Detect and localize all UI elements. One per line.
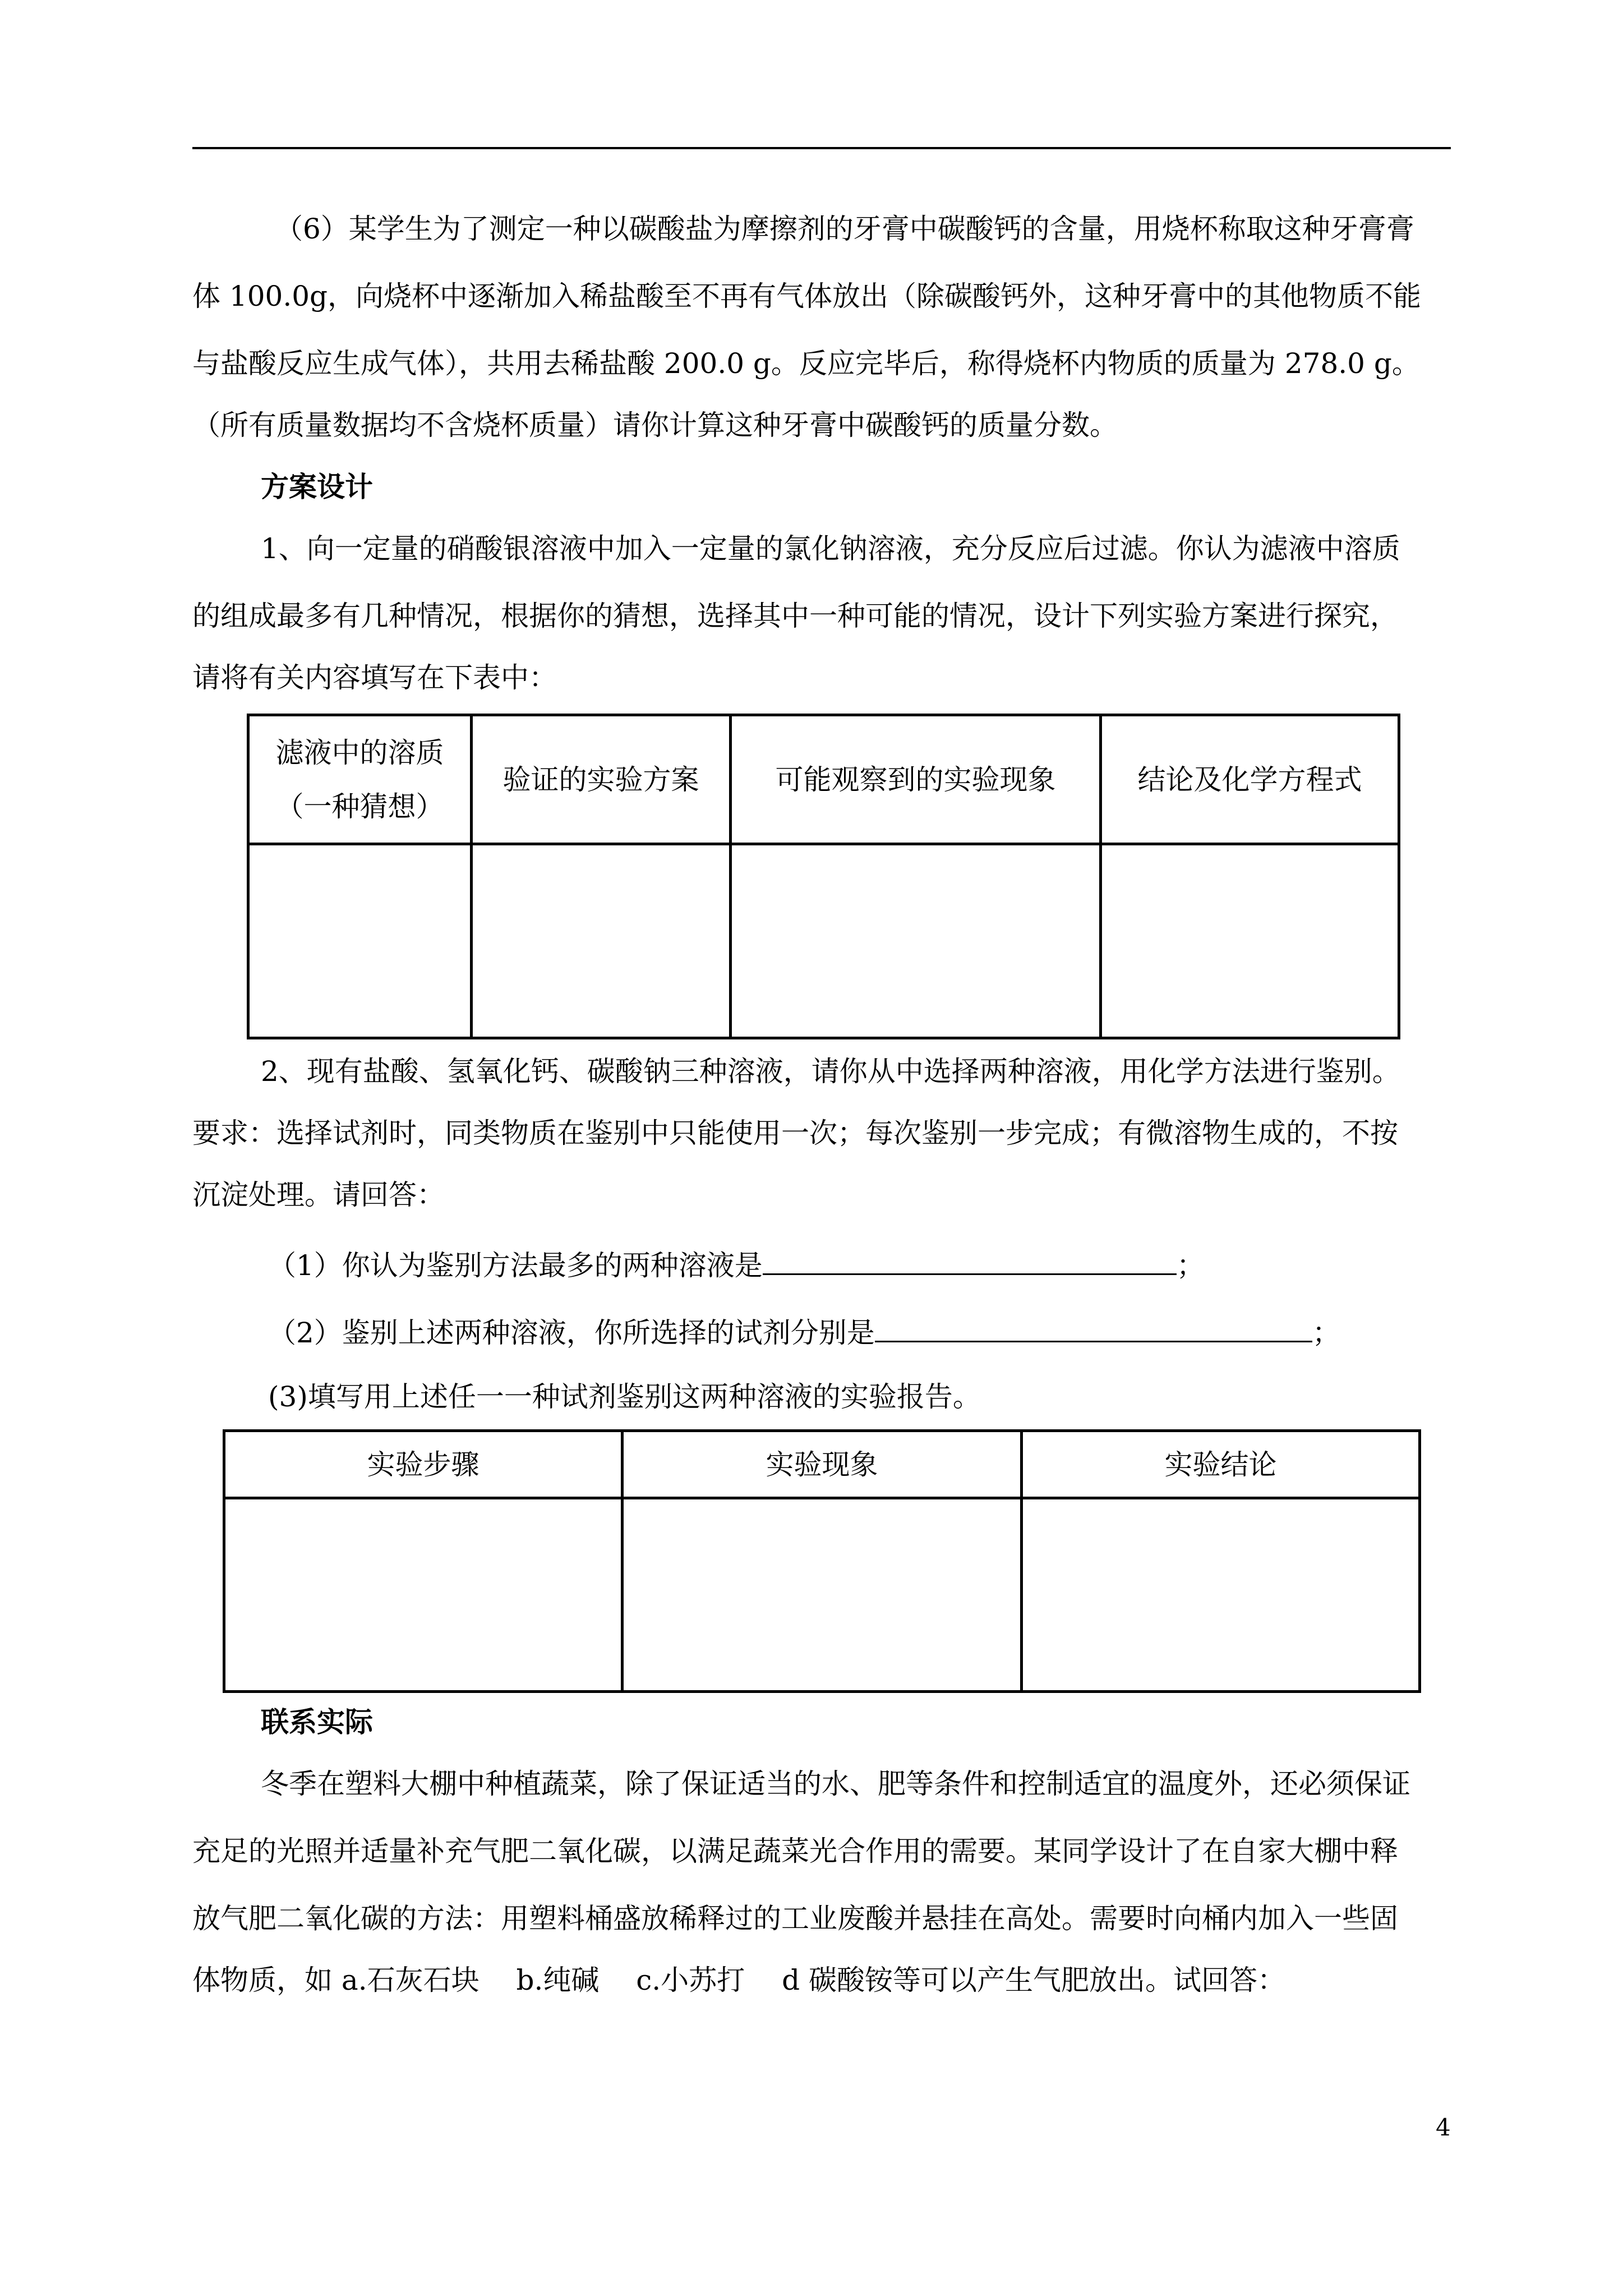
header-cell-steps: 实验步骤	[224, 1431, 623, 1498]
header-cell-conclusion: 结论及化学方程式	[1101, 715, 1399, 844]
header-solute-line-2: （一种猜想）	[275, 790, 444, 823]
design-q1-line-1: 1、向一定量的硝酸银溶液中加入一定量的氯化钠溶液，充分反应后过滤。你认为滤液中溶质	[261, 532, 1400, 565]
sub2-prompt: （2）鉴别上述两种溶液，你所选择的试剂分别是	[268, 1317, 875, 1349]
header-solute-line-1: 滤液中的溶质	[275, 736, 444, 769]
section-heading-practice: 联系实际	[261, 1705, 373, 1738]
header-cell-conclusions: 实验结论	[1022, 1431, 1420, 1498]
problem6-line-1: （6）某学生为了测定一种以碳酸盐为摩擦剂的牙膏中碳酸钙的含量，用烧杯称取这种牙膏膏	[275, 213, 1414, 245]
practice-line-3: 放气肥二氧化碳的方法：用塑料桶盛放稀释过的工业废酸并悬挂在高处。需要时向桶内加入一些固	[192, 1902, 1398, 1935]
problem6-line-4: （所有质量数据均不含烧杯质量）请你计算这种牙膏中碳酸钙的质量分数。	[192, 409, 1118, 441]
header-cell-phenomena: 实验现象	[623, 1431, 1022, 1498]
answer-cell-phenomenon[interactable]	[731, 844, 1101, 1038]
answer-cell-plan[interactable]	[472, 844, 731, 1038]
answer-cell-solute[interactable]	[248, 844, 472, 1038]
page-number: 4	[1436, 2114, 1451, 2141]
answer-cell-conclusion[interactable]	[1101, 844, 1399, 1038]
design-q2-line-2: 要求：选择试剂时，同类物质在鉴别中只能使用一次；每次鉴别一步完成；有微溶物生成的，不按	[192, 1117, 1398, 1149]
sub1-prompt: （1）你认为鉴别方法最多的两种溶液是	[268, 1249, 763, 1282]
table-header-row	[248, 715, 1399, 844]
design-q1-line-2: 的组成最多有几种情况，根据你的猜想，选择其中一种可能的情况，设计下列实验方案进行探究，	[192, 600, 1398, 632]
header-cell-plan: 验证的实验方案	[472, 715, 731, 844]
answer-blank-2[interactable]	[875, 1313, 1312, 1342]
section-heading-design: 方案设计	[261, 470, 373, 503]
design-q2-sub-2	[268, 1313, 1340, 1350]
design-q1-line-3: 请将有关内容填写在下表中：	[192, 661, 557, 694]
design-q2-sub-1	[268, 1245, 1205, 1282]
problem6-line-2: 体 100.0g，向烧杯中逐渐加入稀盐酸至不再有气体放出（除碳酸钙外，这种牙膏中的其他物质不能	[192, 280, 1422, 312]
sub2-end: ；	[1312, 1317, 1340, 1349]
experiment-report-table	[223, 1429, 1421, 1693]
header-cell-phenomenon: 可能观察到的实验现象	[731, 715, 1101, 844]
design-q2-line-1: 2、现有盐酸、氢氧化钙、碳酸钠三种溶液，请你从中选择两种溶液，用化学方法进行鉴别。	[261, 1055, 1400, 1088]
answer-blank-1[interactable]	[763, 1245, 1177, 1275]
practice-line-4: 体物质，如 a.石灰石块 b.纯碱 c.小苏打 d 碳酸铵等可以产生气肥放出。试回答：	[192, 1964, 1285, 1996]
answer-cell-conclusions[interactable]	[1022, 1498, 1420, 1692]
report-header-row	[224, 1431, 1420, 1498]
design-q2-line-3: 沉淀处理。请回答：	[192, 1179, 445, 1211]
practice-line-1: 冬季在塑料大棚中种植蔬菜，除了保证适当的水、肥等条件和控制适宜的温度外，还必须保证	[261, 1768, 1410, 1800]
report-answer-row	[224, 1498, 1420, 1692]
header-rule	[192, 147, 1451, 149]
table-answer-row	[248, 844, 1399, 1038]
problem6-line-3: 与盐酸反应生成气体），共用去稀盐酸 200.0 g。反应完毕后，称得烧杯内物质的质量为 278.0 g。	[192, 347, 1420, 380]
answer-cell-steps[interactable]	[224, 1498, 623, 1692]
practice-line-2: 充足的光照并适量补充气肥二氧化碳，以满足蔬菜光合作用的需要。某同学设计了在自家大棚中释	[192, 1835, 1398, 1867]
experiment-design-table	[247, 714, 1400, 1039]
design-q2-sub-3: (3)填写用上述任一一种试剂鉴别这两种溶液的实验报告。	[268, 1381, 981, 1413]
answer-cell-phenomena[interactable]	[623, 1498, 1022, 1692]
header-cell-solute	[248, 715, 472, 844]
sub1-end: ；	[1176, 1249, 1205, 1282]
